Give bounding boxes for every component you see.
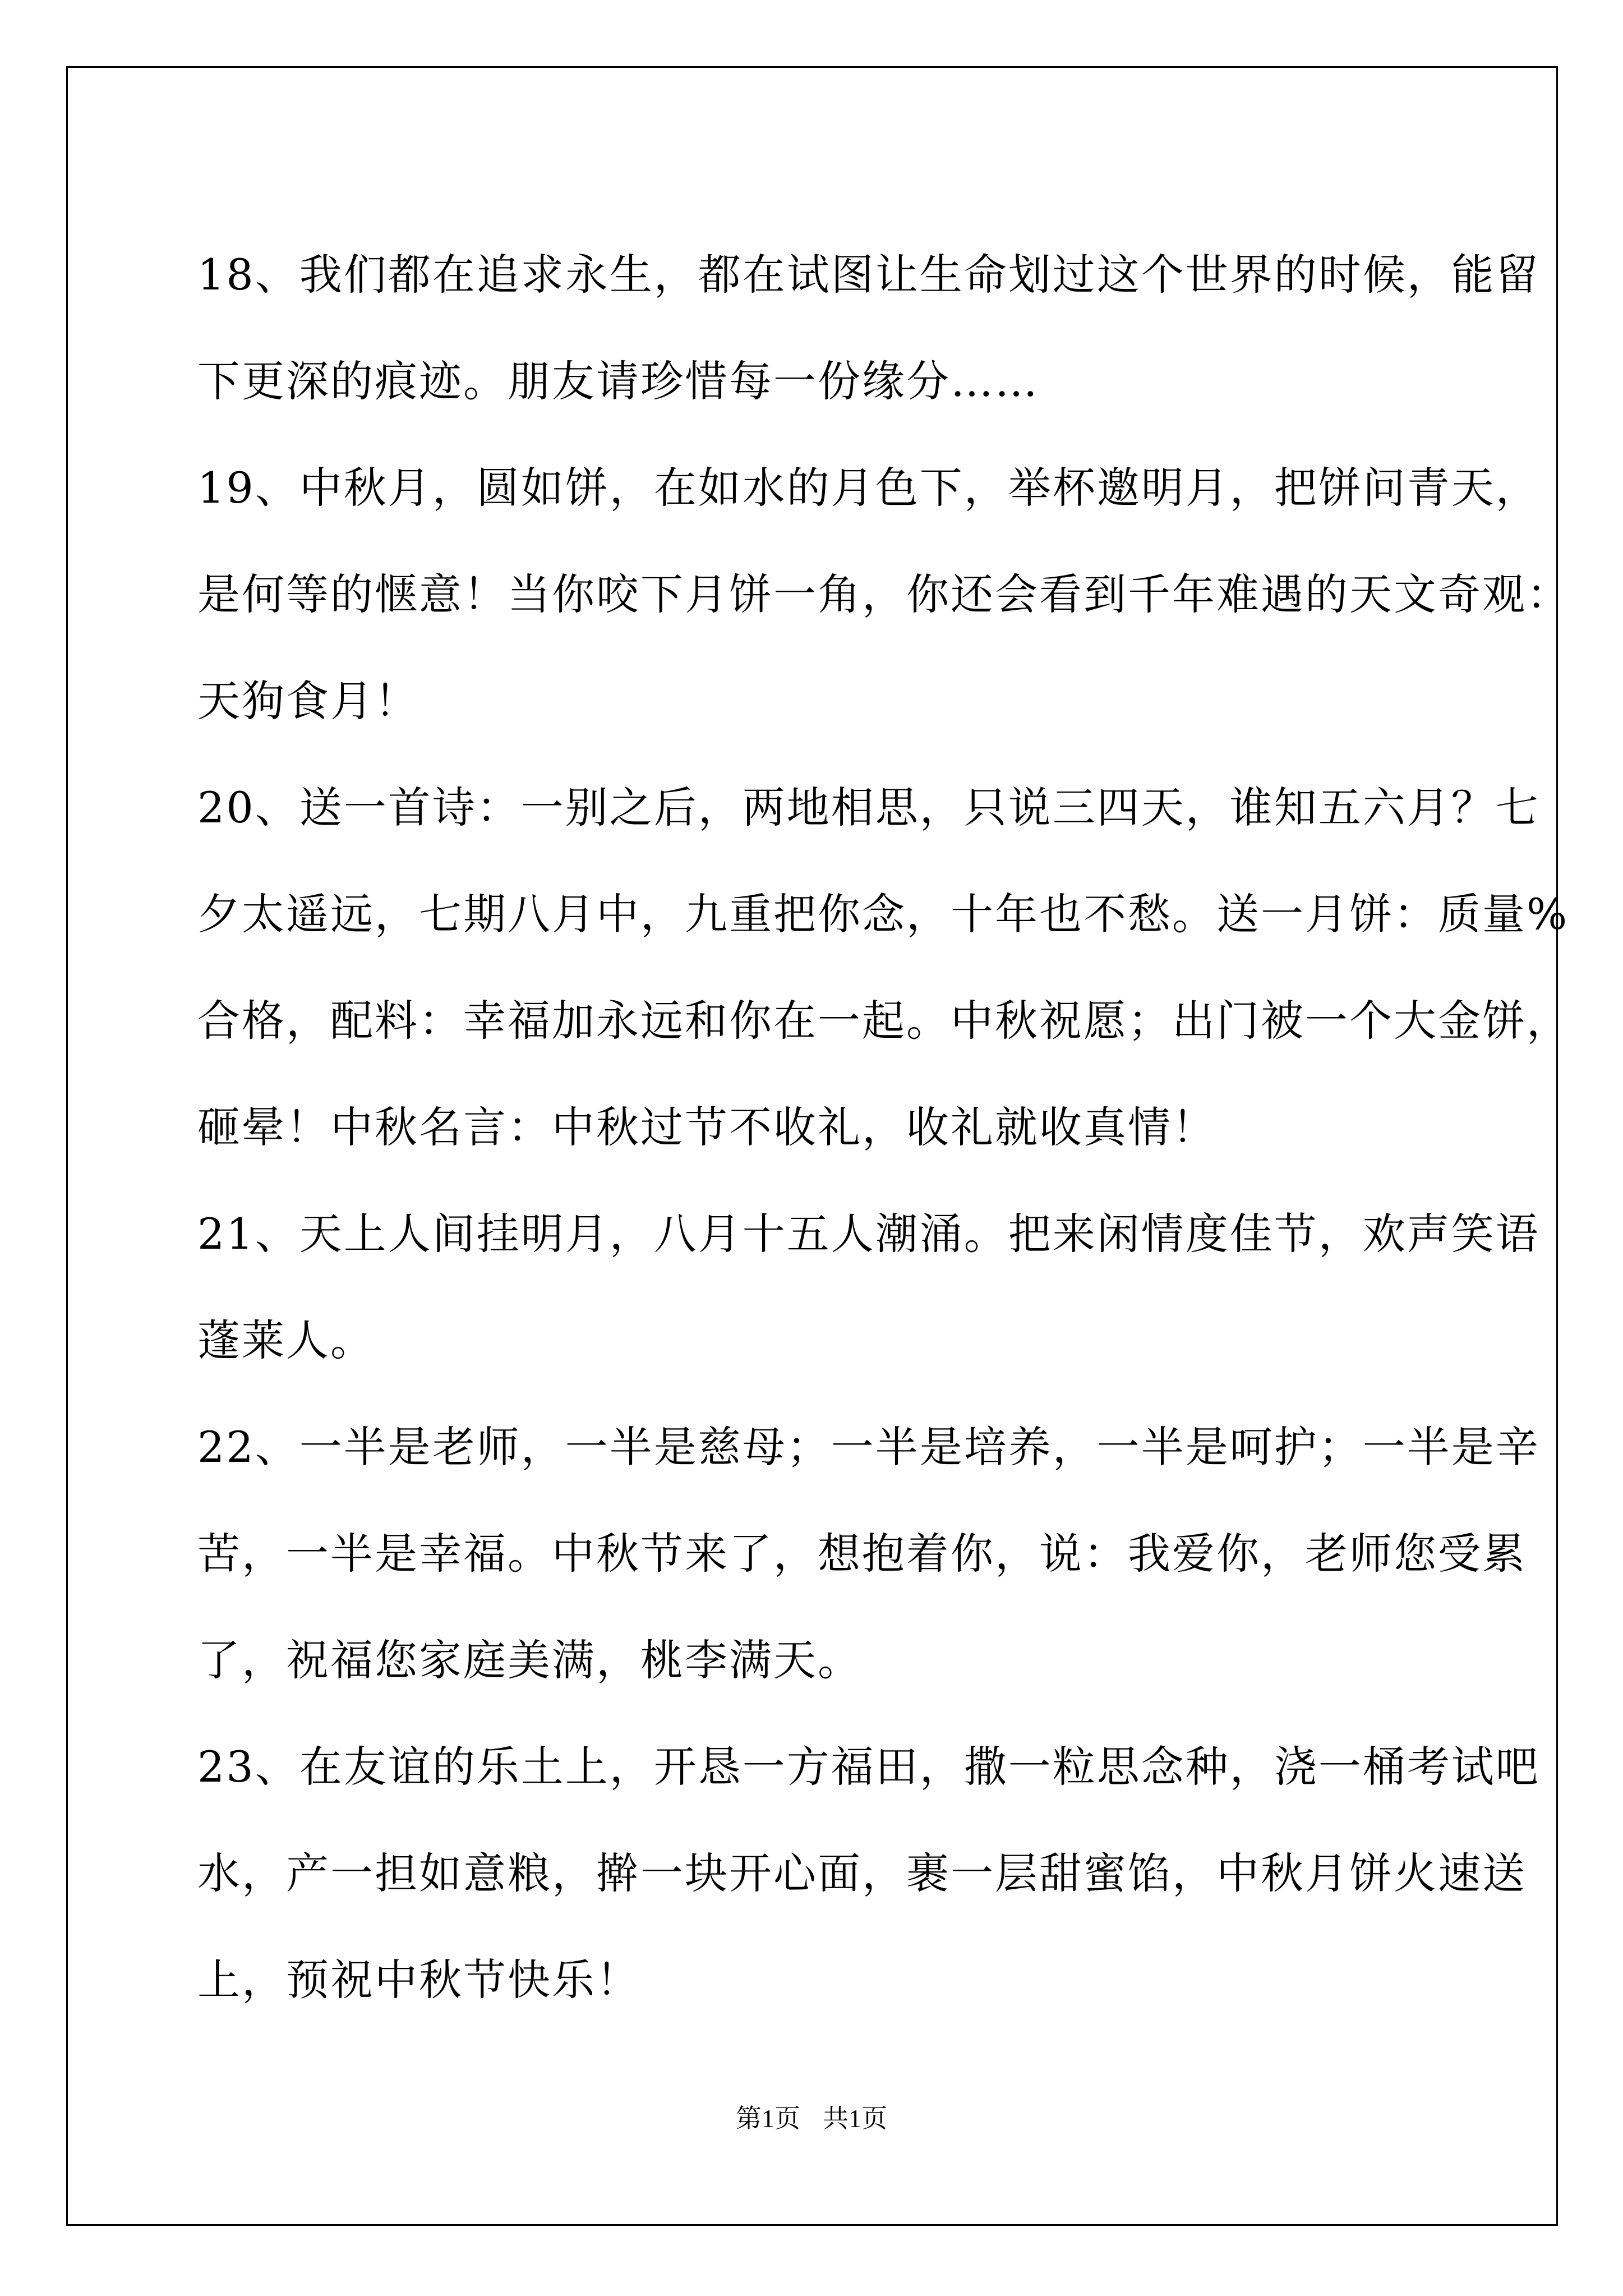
text-line: 合格，配料：幸福加永远和你在一起。中秋祝愿；出门被一个大金饼，	[197, 996, 1571, 1046]
text-line: 21、天上人间挂明月，八月十五人潮涌。把来闲情度佳节，欢声笑语	[197, 1209, 1540, 1259]
text-line: 水，产一担如意粮，擀一块开心面，裹一层甜蜜馅，中秋月饼火速送	[197, 1848, 1527, 1898]
text-line: 上，预祝中秋节快乐！	[197, 1955, 640, 2005]
text-line: 砸晕！中秋名言：中秋过节不收礼，收礼就收真情！	[197, 1102, 1216, 1152]
page-footer	[0, 2098, 1623, 2135]
text-line: 是何等的惬意！当你咬下月饼一角，你还会看到千年难遇的天文奇观：	[197, 569, 1571, 619]
page-total: 共1页	[823, 2104, 887, 2133]
document-body	[197, 222, 1571, 2033]
text-line: 夕太遥远，七期八月中，九重把你念，十年也不愁。送一月饼：质量%	[197, 889, 1569, 939]
paragraph	[197, 222, 1540, 435]
text-line: 下更深的痕迹。朋友请珍惜每一份缘分……	[197, 356, 1039, 406]
paragraph	[197, 1714, 1540, 2033]
text-line: 天狗食月！	[197, 676, 419, 726]
text-line: 22、一半是老师，一半是慈母；一半是培养，一半是呵护；一半是辛	[197, 1422, 1540, 1472]
text-line: 20、送一首诗：一别之后，两地相思，只说三四天，谁知五六月？七	[197, 783, 1540, 832]
text-line: 19、中秋月，圆如饼，在如水的月色下，举杯邀明月，把饼问青天，	[197, 463, 1540, 513]
paragraph	[197, 1181, 1540, 1394]
paragraph	[197, 1394, 1540, 1714]
paragraph	[197, 435, 1571, 754]
text-line: 23、在友谊的乐土上，开恳一方福田，撒一粒思念种，浇一桶考试吧	[197, 1742, 1540, 1792]
text-line: 蓬莱人。	[197, 1315, 375, 1365]
text-line: 苦，一半是幸福。中秋节来了，想抱着你，说：我爱你，老师您受累	[197, 1529, 1527, 1579]
page-number: 第1页	[736, 2104, 800, 2133]
paragraph	[197, 754, 1571, 1181]
text-line: 18、我们都在追求永生，都在试图让生命划过这个世界的时候，能留	[197, 250, 1540, 300]
text-line: 了，祝福您家庭美满，桃李满天。	[197, 1635, 862, 1685]
